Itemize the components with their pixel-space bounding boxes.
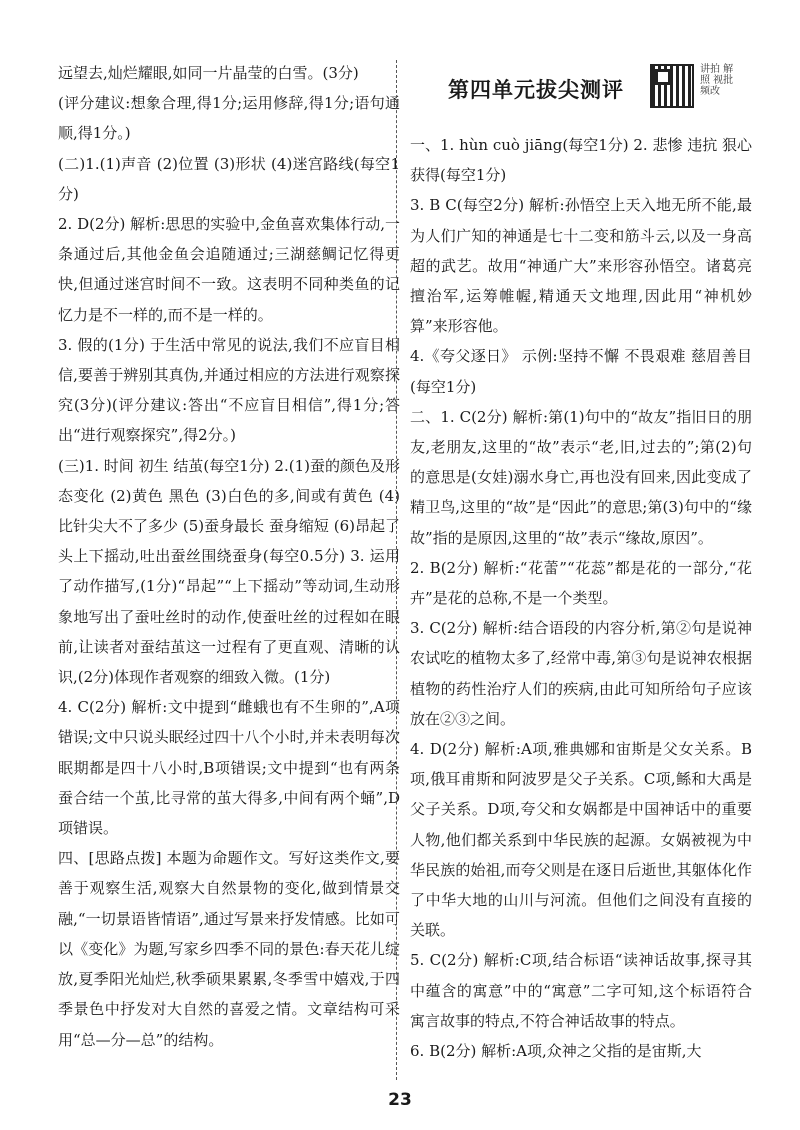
paragraph: 2. B(2分) 解析:“花蕾”“花蕊”都是花的一部分,“花卉”是花的总称,不是一个类型。 [410,558,752,608]
paragraph: 3. B C(每空2分) 解析:孙悟空上天入地无所不能,最为人们广知的神通是七十二变和筋斗云,以及一身高超的武艺。故用“神通广大”来形容孙悟空。诸葛亮擅治军,运筹帷幄,精通天文地理,因此用“神机妙算”来形容他。 [410,196,752,336]
paragraph: 4.《夸父逐日》 示例:坚持不懈 不畏艰难 慈眉善目(每空1分) [410,347,752,396]
qr-caption: 讲拍 解照 视批 频改 [700,64,734,97]
paragraph: 4. D(2分) 解析:A项,雅典娜和宙斯是父女关系。B项,俄耳甫斯和阿波罗是父子关系。C项,鲧和大禹是父子关系。D项,夸父和女娲都是中国神话中的重要人物,他们都关系到中华民族的起源。女娲被视为中华民族的始祖,而夸父则是在逐日后逝世,其躯体化作了中华大地的山川与河流。但他们之间没有直接的关联。 [410,740,752,940]
section-title: 第四单元拔尖测评 [448,78,624,102]
column-divider [396,60,397,1080]
paragraph: 一、1. hùn cuò jiāng(每空1分) 2. 悲惨 违抗 狠心 获得(每空1分) [410,136,752,185]
paragraph: 二、1. C(2分) 解析:第(1)句中的“故友”指旧日的朋友,老朋友,这里的“故”表示“老,旧,过去的”;第(2)句的意思是(女娃)溺水身亡,再也没有回来,因此变成了精卫鸟,这里的“故”是“因此”的意思;第(3)句中的“缘故”指的是原因,这里的“故”表示“缘故,原因”。 [410,407,752,547]
left-column [58,58,400,1055]
paragraph: 4. C(2分) 解析:文中提到“雌蛾也有不生卵的”,A项错误;文中只说头眠经过四十八个小时,并未表明每次眠期都是四十八小时,B项错误;文中提到“也有两条蚕合结一个茧,比寻常的茧大得多,中间有两个蛹”,D项错误。 [58,698,400,838]
paragraph: 5. C(2分) 解析:C项,结合标语“读神话故事,探寻其中蕴含的寓意”中的“寓意”二字可知,这个标语符合寓言故事的特点,不符合神话故事的特点。 [410,951,752,1030]
paragraph: 6. B(2分) 解析:A项,众神之父指的是宙斯,大 [410,1042,702,1061]
right-column [410,130,752,1066]
paragraph: (三)1. 时间 初生 结茧(每空1分) 2.(1)蚕的颜色及形态变化 (2)黄色 黑色 (3)白色的多,间或有黄色 (4)比针尖大不了多少 (5)蚕身最长 蚕身缩短 (6)昂起了头上下摇动,吐出蚕丝围绕蚕身(每空0.5分) 3. 运用了动作描写,(1分)“昂起”“上下摇动”等动词,生动形象地写出了蚕吐丝时的动作,使蚕吐丝的过程如在眼前,让读者对蚕结茧这一过程有了更直观、清晰的认识,(2分)体现作者观察的细致入微。(1分) [58,456,400,687]
paragraph: 四、[思路点拨] 本题为命题作文。写好这类作文,要善于观察生活,观察大自然景物的变化,做到情景交融,“一切景语皆情语”,通过写景来抒发情感。比如可以《变化》为题,写家乡四季不同的景色:春天花儿绽放,夏季阳光灿烂,秋季硕果累累,冬季雪中嬉戏,于四季景色中抒发对大自然的喜爱之情。文章结构可采用“总—分—总”的结构。 [58,849,400,1049]
paragraph: 2. D(2分) 解析:思思的实验中,金鱼喜欢集体行动,一条通过后,其他金鱼会追随通过;三湖慈鲷记忆得更快,但通过迷宫时间不一致。这表明不同种类鱼的记忆力是不一样的,而不是一样的。 [58,215,400,324]
paragraph: 3. 假的(1分) 于生活中常见的说法,我们不应盲目相信,要善于辨别其真伪,并通过相应的方法进行观察探究(3分)(评分建议:答出“不应盲目相信”,得1分;答出“进行观察探究”,得2分。) [58,335,400,445]
page-number: 23 [388,1090,412,1110]
qr-code-icon[interactable] [650,64,694,108]
paragraph: 3. C(2分) 解析:结合语段的内容分析,第②句是说神农试吃的植物太多了,经常中毒,第③句是说神农根据植物的药性治疗人们的疾病,由此可知所给句子应该放在②③之间。 [410,619,752,728]
paragraph: (评分建议:想象合理,得1分;运用修辞,得1分;语句通顺,得1分。) [58,94,400,143]
paragraph: 远望去,灿烂耀眼,如同一片晶莹的白雪。(3分) [58,64,359,82]
paragraph: (二)1.(1)声音 (2)位置 (3)形状 (4)迷宫路线(每空1分) [58,154,400,203]
